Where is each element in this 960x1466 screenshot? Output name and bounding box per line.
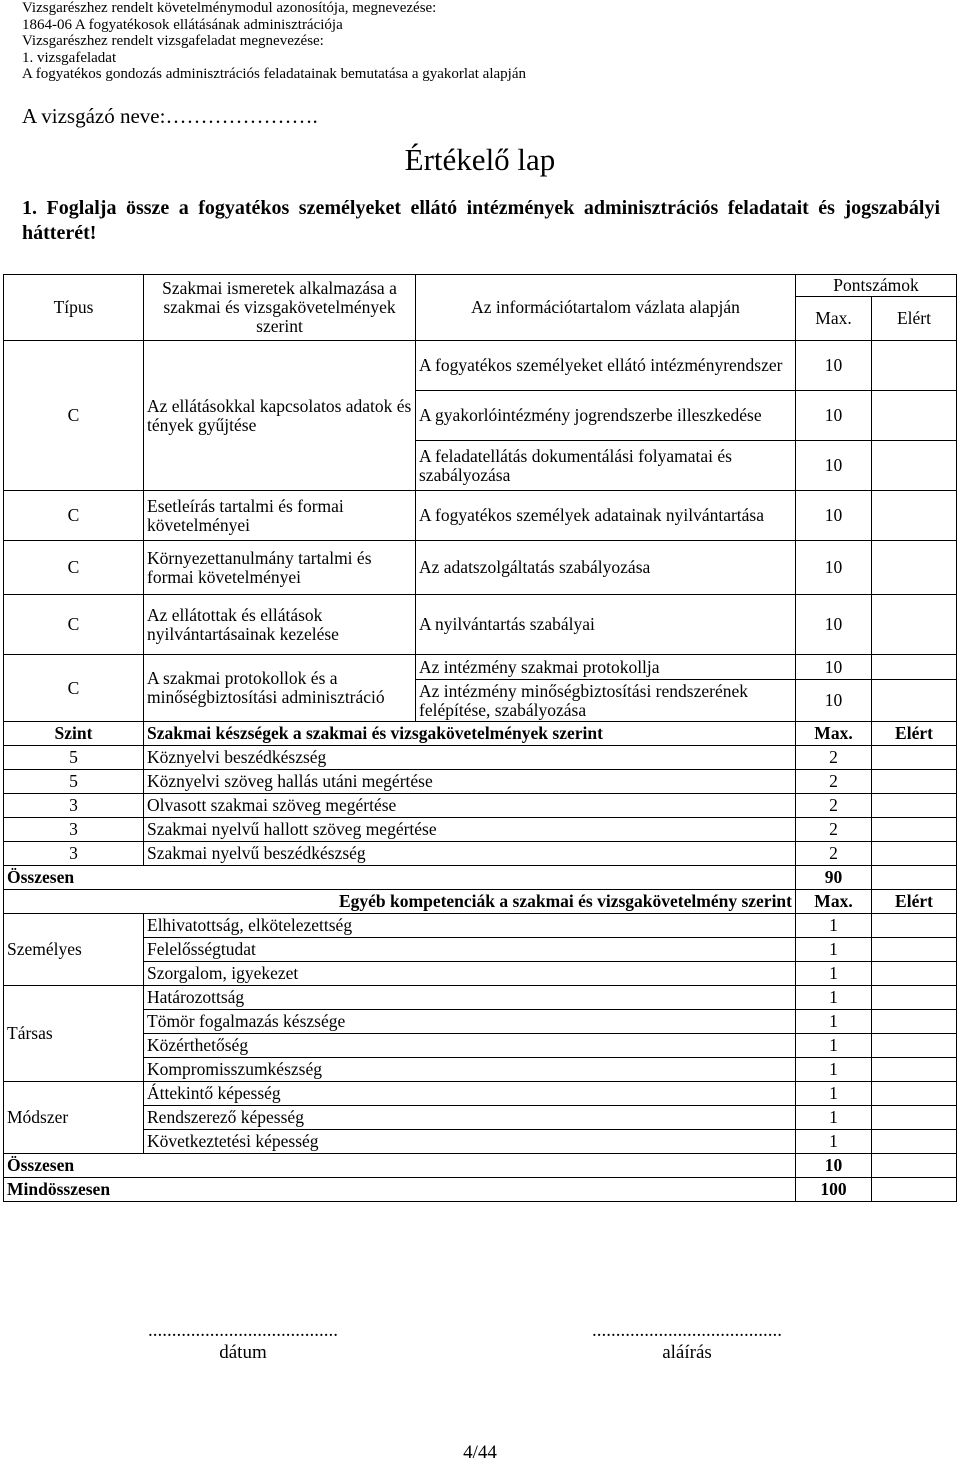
- achieved-points[interactable]: [872, 391, 957, 441]
- achieved-points[interactable]: [872, 1082, 957, 1106]
- achieved-points[interactable]: [872, 794, 957, 818]
- max-points: 10: [796, 341, 872, 391]
- max-points: 1: [796, 1058, 872, 1082]
- achieved-points[interactable]: [872, 842, 957, 866]
- achieved-points[interactable]: [872, 1154, 957, 1178]
- header-knowledge: Szakmai ismeretek alkalmazása a szakmai és vizsgakövetelmények szerint: [144, 275, 416, 341]
- competency-item: Tömör fogalmazás készsége: [144, 1010, 796, 1034]
- header-achieved: Elért: [872, 890, 957, 914]
- header-points: Pontszámok: [796, 275, 957, 297]
- max-points: 2: [796, 818, 872, 842]
- knowledge-cell: Az ellátásokkal kapcsolatos adatok és tények gyűjtése: [144, 341, 416, 491]
- achieved-points[interactable]: [872, 938, 957, 962]
- max-points: 1: [796, 1034, 872, 1058]
- max-points: 1: [796, 938, 872, 962]
- subtotal-label: Összesen: [4, 1154, 796, 1178]
- level-cell: 5: [4, 770, 144, 794]
- page-number: 4/44: [463, 1442, 497, 1463]
- document-header: [22, 0, 526, 83]
- max-points: 10: [796, 541, 872, 595]
- outline-item: Az adatszolgáltatás szabályozása: [416, 541, 796, 595]
- competency-item: Következtetési képesség: [144, 1130, 796, 1154]
- achieved-points[interactable]: [872, 541, 957, 595]
- date-signature-block: [108, 1320, 378, 1364]
- outline-item: A feladatellátás dokumentálási folyamatai és szabályozása: [416, 441, 796, 491]
- skill-item: Szakmai nyelvű beszédkészség: [144, 842, 796, 866]
- subtotal-value: 90: [796, 866, 872, 890]
- level-cell: 3: [4, 842, 144, 866]
- task-statement: 1. Foglalja össze a fogyatékos személyeket ellátó intézmények adminisztrációs feladatait és jogszabályi hátterét!: [22, 197, 940, 244]
- grand-total-value: 100: [796, 1178, 872, 1202]
- achieved-points[interactable]: [872, 986, 957, 1010]
- outline-item: A fogyatékos személyeket ellátó intézményrendszer: [416, 341, 796, 391]
- page-title: [0, 142, 960, 178]
- max-points: 1: [796, 1106, 872, 1130]
- type-cell: C: [4, 541, 144, 595]
- signature-label: aláírás: [662, 1342, 712, 1363]
- header-outline: Az információtartalom vázlata alapján: [416, 275, 796, 341]
- achieved-points[interactable]: [872, 914, 957, 938]
- outline-item: Az intézmény szakmai protokollja: [416, 655, 796, 680]
- competency-group: Társas: [4, 986, 144, 1082]
- subtotal-label: Összesen: [4, 866, 796, 890]
- outline-item: A fogyatékos személyek adatainak nyilvántartása: [416, 491, 796, 541]
- achieved-points[interactable]: [872, 341, 957, 391]
- grand-total-label: Mindösszesen: [4, 1178, 796, 1202]
- outline-item: A gyakorlóintézmény jogrendszerbe illeszkedése: [416, 391, 796, 441]
- achieved-points[interactable]: [872, 746, 957, 770]
- achieved-points[interactable]: [872, 1010, 957, 1034]
- competency-group: Módszer: [4, 1082, 144, 1154]
- header-max: Max.: [796, 297, 872, 341]
- max-points: 10: [796, 391, 872, 441]
- type-cell: C: [4, 491, 144, 541]
- header-max: Max.: [796, 722, 872, 746]
- signature-block: [552, 1320, 822, 1364]
- achieved-points[interactable]: [872, 1034, 957, 1058]
- competency-item: Áttekintő képesség: [144, 1082, 796, 1106]
- evaluation-table: [3, 274, 957, 1202]
- skill-item: Olvasott szakmai szöveg megértése: [144, 794, 796, 818]
- header-skills: Szakmai készségek a szakmai és vizsgakövetelmények szerint: [144, 722, 796, 746]
- max-points: 1: [796, 914, 872, 938]
- header-line: Vizsgarészhez rendelt követelménymodul azonosítója, megnevezése:: [22, 0, 437, 16]
- achieved-points[interactable]: [872, 655, 957, 680]
- header-line: 1864-06 A fogyatékosok ellátásának adminisztrációja: [22, 16, 343, 33]
- header-type: Típus: [4, 275, 144, 341]
- knowledge-cell: Esetleírás tartalmi és formai követelményei: [144, 491, 416, 541]
- header-achieved: Elért: [872, 722, 957, 746]
- header-line: Vizsgarészhez rendelt vizsgafeladat megnevezése:: [22, 33, 324, 49]
- achieved-points[interactable]: [872, 441, 957, 491]
- header-competencies-text: Egyéb kompetenciák a szakmai és vizsgakövetelmény szerint: [338, 891, 792, 911]
- max-points: 1: [796, 962, 872, 986]
- outline-item: Az intézmény minőségbiztosítási rendszerének felépítése, szabályozása: [416, 680, 796, 722]
- max-points: 2: [796, 794, 872, 818]
- max-points: 1: [796, 1082, 872, 1106]
- achieved-points[interactable]: [872, 595, 957, 655]
- date-dots: ........................................: [148, 1320, 338, 1341]
- max-points: 10: [796, 655, 872, 680]
- achieved-points[interactable]: [872, 680, 957, 722]
- knowledge-cell: A szakmai protokollok és a minőségbiztosítási adminisztráció: [144, 655, 416, 722]
- level-cell: 3: [4, 794, 144, 818]
- competency-item: Felelősségtudat: [144, 938, 796, 962]
- page-title-text: Értékelő lap: [404, 142, 556, 177]
- achieved-points[interactable]: [872, 1178, 957, 1202]
- header-line: 1. vizsgafeladat: [22, 49, 117, 66]
- competency-item: Közérthetőség: [144, 1034, 796, 1058]
- max-points: 2: [796, 770, 872, 794]
- competency-item: Kompromisszumkészség: [144, 1058, 796, 1082]
- achieved-points[interactable]: [872, 491, 957, 541]
- max-points: 2: [796, 842, 872, 866]
- achieved-points[interactable]: [872, 818, 957, 842]
- type-cell: C: [4, 655, 144, 722]
- achieved-points[interactable]: [872, 770, 957, 794]
- signature-dots: ........................................: [592, 1320, 782, 1341]
- skill-item: Szakmai nyelvű hallott szöveg megértése: [144, 818, 796, 842]
- max-points: 10: [796, 595, 872, 655]
- max-points: 1: [796, 986, 872, 1010]
- achieved-points[interactable]: [872, 1130, 957, 1154]
- header-achieved: Elért: [872, 297, 957, 341]
- skill-item: Köznyelvi beszédkészség: [144, 746, 796, 770]
- knowledge-cell: Környezettanulmány tartalmi és formai követelményei: [144, 541, 416, 595]
- competency-item: Rendszerező képesség: [144, 1106, 796, 1130]
- achieved-points[interactable]: [872, 1106, 957, 1130]
- level-cell: 3: [4, 818, 144, 842]
- competency-group: Személyes: [4, 914, 144, 986]
- header-line: A fogyatékos gondozás adminisztrációs feladatainak bemutatása a gyakorlat alapján: [22, 66, 526, 82]
- type-cell: C: [4, 341, 144, 491]
- level-cell: 5: [4, 746, 144, 770]
- header-competencies: [4, 890, 796, 914]
- max-points: 1: [796, 1130, 872, 1154]
- max-points: 10: [796, 680, 872, 722]
- competency-item: Elhivatottság, elkötelezettség: [144, 914, 796, 938]
- max-points: 10: [796, 441, 872, 491]
- header-level: Szint: [4, 722, 144, 746]
- max-points: 10: [796, 491, 872, 541]
- achieved-points[interactable]: [872, 962, 957, 986]
- achieved-points[interactable]: [872, 866, 957, 890]
- max-points: 1: [796, 1010, 872, 1034]
- outline-item: A nyilvántartás szabályai: [416, 595, 796, 655]
- knowledge-cell: Az ellátottak és ellátások nyilvántartásainak kezelése: [144, 595, 416, 655]
- competency-item: Szorgalom, igyekezet: [144, 962, 796, 986]
- subtotal-value: 10: [796, 1154, 872, 1178]
- max-points: 2: [796, 746, 872, 770]
- examinee-name-field: A vizsgázó neve:………………….: [22, 104, 318, 128]
- skill-item: Köznyelvi szöveg hallás utáni megértése: [144, 770, 796, 794]
- achieved-points[interactable]: [872, 1058, 957, 1082]
- competency-item: Határozottság: [144, 986, 796, 1010]
- type-cell: C: [4, 595, 144, 655]
- header-max: Max.: [796, 890, 872, 914]
- date-label: dátum: [219, 1342, 267, 1363]
